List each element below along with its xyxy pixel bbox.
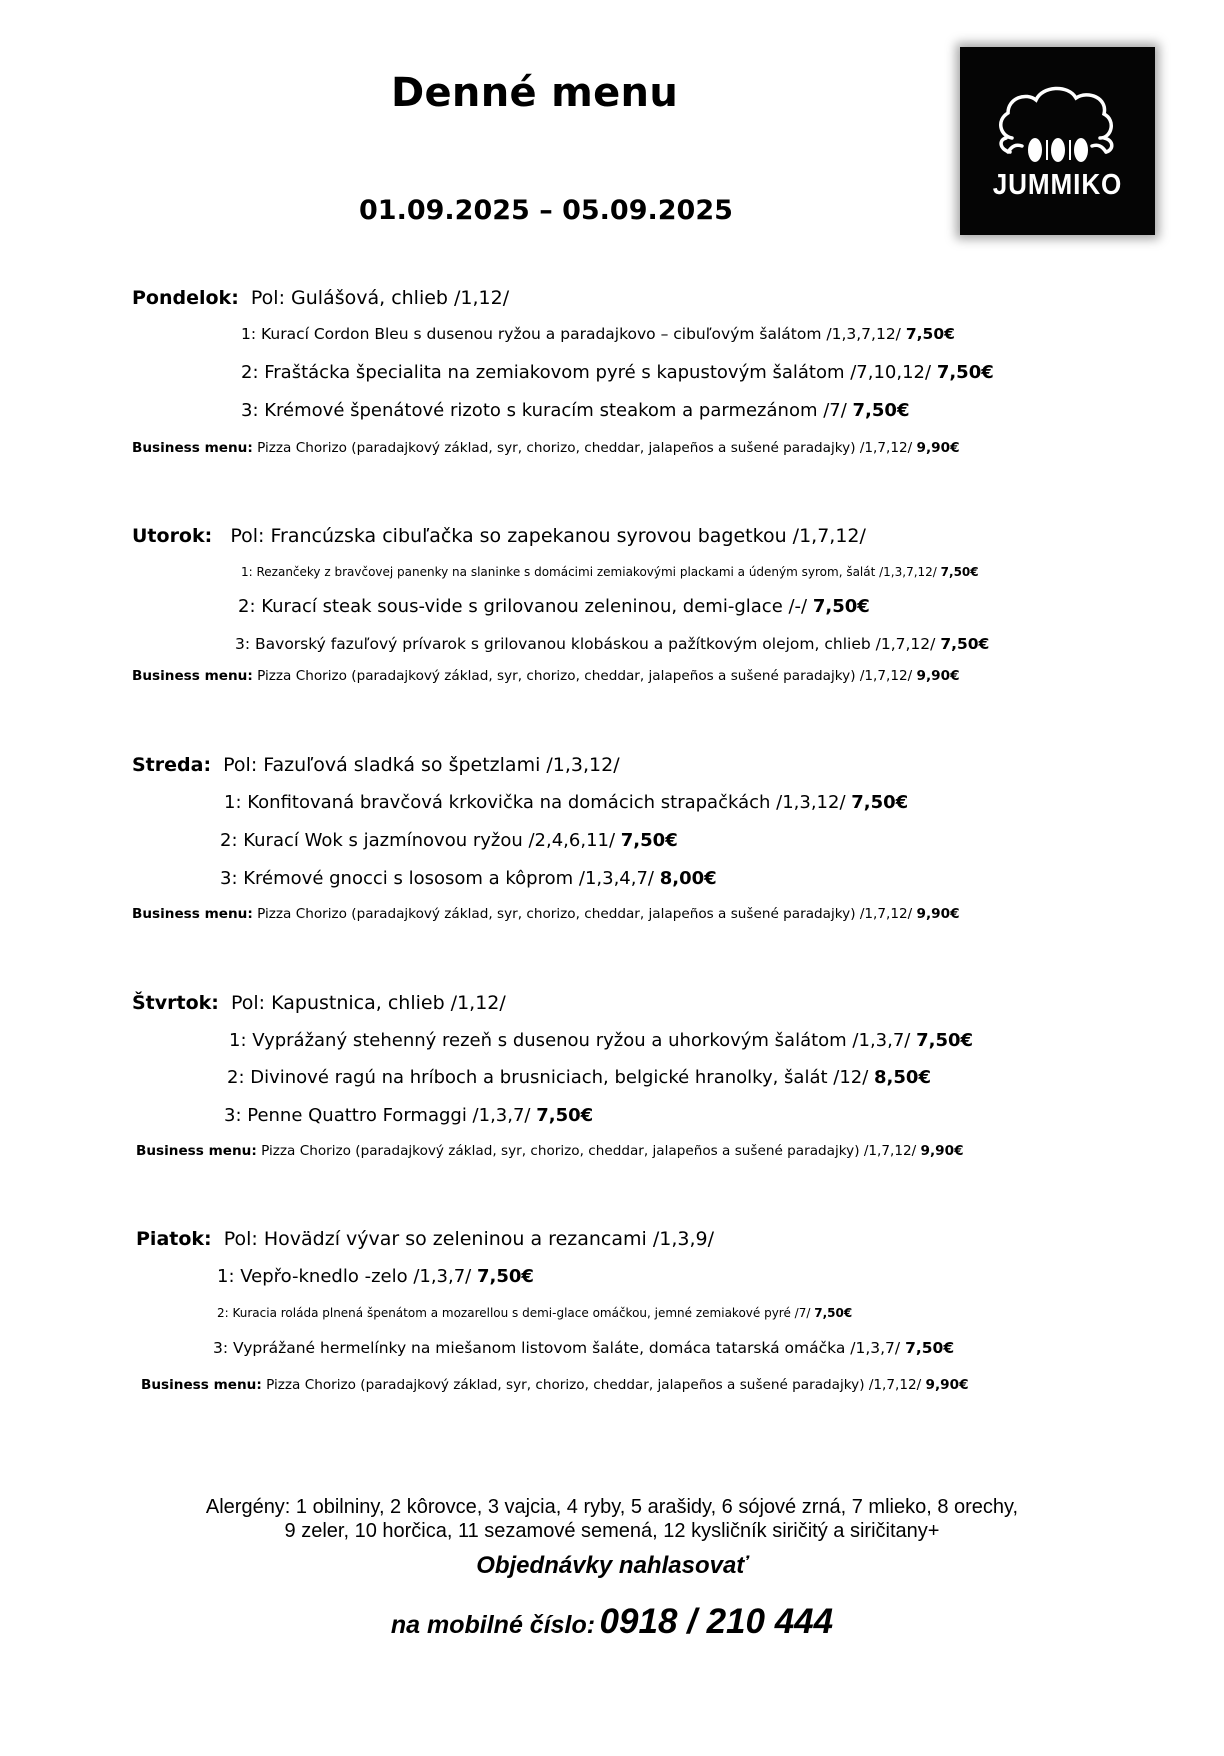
menu-item-text: 3: Krémové špenátové rizoto s kuracím steakom a parmezánom /7/	[241, 400, 847, 421]
allergens-line-2: 9 zeler, 10 horčica, 11 sezamové semená, 12 kysličník siričitý a siričitany+	[284, 1520, 940, 1542]
business-menu-label: Business menu:	[132, 440, 253, 456]
soup-text: Pol: Francúzska cibuľačka so zapekanou syrovou bagetkou /1,7,12/	[230, 525, 866, 547]
menu-item-price: 7,50€	[812, 596, 870, 617]
day-name: Utorok:	[132, 525, 213, 547]
menu-item	[241, 565, 979, 579]
menu-item	[224, 792, 908, 813]
menu-item	[238, 596, 870, 617]
page-title: Denné menu	[391, 70, 679, 116]
menu-item-price: 8,00€	[659, 868, 717, 889]
restaurant-logo	[960, 47, 1155, 235]
business-menu-row	[136, 1143, 964, 1159]
menu-item-text: 2: Fraštácka špecialita na zemiakovom pyré s kapustovým šalátom /7,10,12/	[241, 362, 932, 383]
allergens-line-1: Alergény: 1 obilniny, 2 kôrovce, 3 vajcia, 4 ryby, 5 arašidy, 6 sójové zrná, 7 mlieko, 8 orechy,	[205, 1496, 1019, 1518]
menu-item-text: 3: Krémové gnocci s lososom a kôprom /1,3,4,7/	[220, 868, 654, 889]
menu-item-text: 2: Kuracia roláda plnená špenátom a mozarellou s demi-glace omáčkou, jemné zemiakové pyré /7/	[217, 1306, 811, 1320]
menu-item-text: 3: Bavorský fazuľový prívarok s grilovanou klobáskou a pažítkovým olejom, chlieb /1,7,12/	[235, 635, 936, 653]
menu-item-price: 7,50€	[851, 792, 909, 813]
soup-text: Pol: Fazuľová sladká so špetzlami /1,3,12/	[223, 754, 620, 776]
menu-item-price: 7,50€	[940, 635, 990, 653]
day-row	[132, 992, 506, 1014]
menu-item-text: 3: Penne Quattro Formaggi /1,3,7/	[224, 1105, 531, 1126]
menu-item	[220, 868, 717, 889]
menu-item-price: 7,50€	[940, 565, 979, 579]
business-menu-text: Pizza Chorizo (paradajkový základ, syr, chorizo, cheddar, jalapeños a sušené paradajky) /1,7,12/	[266, 1377, 922, 1393]
business-menu-text: Pizza Chorizo (paradajkový základ, syr, chorizo, cheddar, jalapeños a sušené paradajky) /1,7,12/	[257, 906, 913, 922]
business-menu-row	[132, 906, 960, 922]
menu-item-price: 7,50€	[905, 325, 955, 343]
business-menu-row	[132, 440, 960, 456]
menu-item-price: 7,50€	[905, 1339, 955, 1357]
menu-item-text: 3: Vyprážané hermelínky na miešanom listovom šaláte, domáca tatarská omáčka /1,3,7/	[213, 1339, 901, 1357]
phone-number: 0918 / 210 444	[599, 1602, 834, 1641]
day-name: Pondelok:	[132, 287, 239, 309]
phone-row	[0, 1602, 1224, 1642]
day-row	[132, 525, 866, 547]
menu-item-text: 1: Konfitovaná bravčová krkovička na domácich strapačkách /1,3,12/	[224, 792, 846, 813]
business-menu-text: Pizza Chorizo (paradajkový základ, syr, chorizo, cheddar, jalapeños a sušené paradajky) /1,7,12/	[257, 668, 913, 684]
menu-item	[224, 1105, 593, 1126]
menu-item	[241, 325, 955, 343]
menu-item-text: 2: Kurací Wok s jazmínovou ryžou /2,4,6,11/	[220, 830, 616, 851]
business-menu-label: Business menu:	[132, 906, 253, 922]
soup-text: Pol: Hovädzí vývar so zeleninou a rezancami /1,3,9/	[223, 1228, 714, 1250]
chef-hat-cutlery-icon	[992, 80, 1124, 170]
logo-text: JUMMIKO	[992, 169, 1123, 201]
business-menu-price: 9,90€	[920, 1143, 964, 1159]
business-menu-price: 9,90€	[925, 1377, 969, 1393]
day-name: Štvrtok:	[132, 992, 219, 1014]
menu-item	[220, 830, 678, 851]
menu-item-price: 7,50€	[620, 830, 678, 851]
menu-item	[217, 1306, 852, 1320]
day-row	[132, 754, 620, 776]
orders-notice: Objednávky nahlasovať	[476, 1552, 748, 1579]
menu-item	[213, 1339, 954, 1357]
day-name: Streda:	[132, 754, 212, 776]
soup-text: Pol: Kapustnica, chlieb /1,12/	[231, 992, 506, 1014]
business-menu-label: Business menu:	[136, 1143, 257, 1159]
day-name: Piatok:	[136, 1228, 212, 1250]
business-menu-price: 9,90€	[916, 440, 960, 456]
day-row	[136, 1228, 714, 1250]
menu-item-text: 1: Kurací Cordon Bleu s dusenou ryžou a paradajkovo – cibuľovým šalátom /1,3,7,12/	[241, 325, 901, 343]
business-menu-price: 9,90€	[916, 906, 960, 922]
business-menu-label: Business menu:	[141, 1377, 262, 1393]
menu-item-text: 1: Rezančeky z bravčovej panenky na slaninke s domácimi zemiakovými plackami a údeným syrom, šalát /1,3,7,12/	[241, 565, 937, 579]
date-range: 01.09.2025 – 05.09.2025	[359, 195, 733, 226]
menu-item	[229, 1030, 973, 1051]
phone-label: na mobilné číslo:	[390, 1611, 596, 1639]
day-row	[132, 287, 509, 309]
menu-item-text: 2: Kurací steak sous-vide s grilovanou zeleninou, demi-glace /-/	[238, 596, 808, 617]
business-menu-text: Pizza Chorizo (paradajkový základ, syr, chorizo, cheddar, jalapeños a sušené paradajky) /1,7,12/	[261, 1143, 917, 1159]
menu-item-text: 2: Divinové ragú na hríboch a brusniciach, belgické hranolky, šalát /12/	[227, 1067, 869, 1088]
menu-item	[235, 635, 989, 653]
menu-item	[241, 400, 909, 421]
menu-item-text: 1: Vepřo-knedlo -zelo /1,3,7/	[217, 1266, 472, 1287]
menu-item	[227, 1067, 931, 1088]
menu-item-price: 8,50€	[874, 1067, 931, 1088]
menu-item-price: 7,50€	[476, 1266, 534, 1287]
menu-item-price: 7,50€	[916, 1030, 974, 1051]
business-menu-row	[141, 1377, 969, 1393]
soup-text: Pol: Gulášová, chlieb /1,12/	[250, 287, 510, 309]
menu-item-text: 1: Vyprážaný stehenný rezeň s dusenou ryžou a uhorkovým šalátom /1,3,7/	[229, 1030, 911, 1051]
business-menu-label: Business menu:	[132, 668, 253, 684]
menu-item	[241, 362, 994, 383]
menu-item-price: 7,50€	[936, 362, 994, 383]
menu-item-price: 7,50€	[536, 1105, 594, 1126]
menu-item-price: 7,50€	[852, 400, 910, 421]
business-menu-row	[132, 668, 960, 684]
menu-item	[217, 1266, 534, 1287]
business-menu-price: 9,90€	[916, 668, 960, 684]
menu-item-price: 7,50€	[814, 1306, 853, 1320]
business-menu-text: Pizza Chorizo (paradajkový základ, syr, chorizo, cheddar, jalapeños a sušené paradajky) /1,7,12/	[257, 440, 913, 456]
